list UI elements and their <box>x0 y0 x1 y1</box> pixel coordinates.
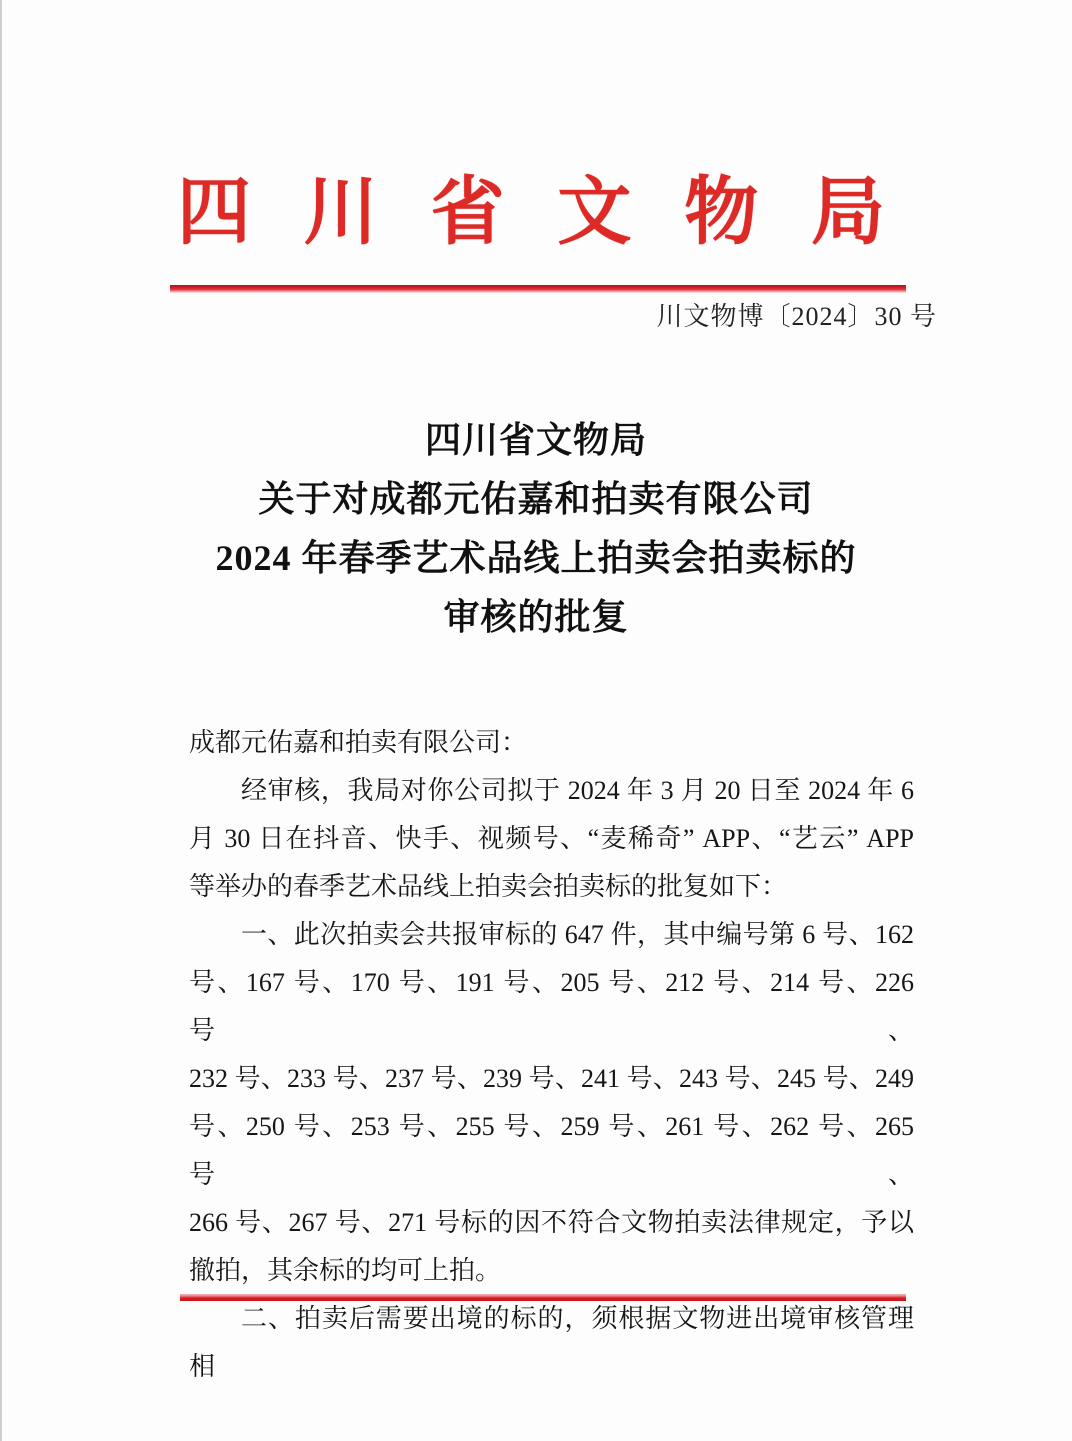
page-edge-shadow <box>0 0 2 1441</box>
document-title <box>0 411 1072 647</box>
body-line: 号、167 号、170 号、191 号、205 号、212 号、214 号、226 号、 <box>189 968 914 1045</box>
body-line: 232 号、233 号、237 号、239 号、241 号、243 号、245 号、249 <box>189 1064 914 1093</box>
document-body <box>189 719 914 1391</box>
salutation-line: 成都元佑嘉和拍卖有限公司： <box>189 728 528 757</box>
body-line: 266 号、267 号、271 号标的因不符合文物拍卖法律规定，予以 <box>189 1208 914 1237</box>
agency-header-char: 省 <box>430 172 505 254</box>
agency-header-char: 文 <box>557 172 632 254</box>
document-title-line: 关于对成都元佑嘉和拍卖有限公司 <box>258 479 814 519</box>
body-line: 等举办的春季艺术品线上拍卖会拍卖标的批复如下： <box>189 872 788 901</box>
body-line: 二、拍卖后需要出境的标的，须根据文物进出境审核管理相 <box>189 1304 914 1381</box>
header-rule <box>170 285 906 293</box>
document-title-line: 审核的批复 <box>443 597 629 637</box>
agency-header-char: 局 <box>810 172 885 254</box>
agency-header-char: 物 <box>684 172 759 254</box>
document-title-line: 2024 年春季艺术品线上拍卖会拍卖标的 <box>215 538 857 578</box>
body-line: 经审核，我局对你公司拟于 2024 年 3 月 20 日至 2024 年 6 <box>241 776 914 805</box>
document-title-line: 四川省文物局 <box>424 420 647 460</box>
footer-rule <box>180 1294 906 1301</box>
agency-header-char: 四 <box>177 172 251 254</box>
body-line: 号、250 号、253 号、255 号、259 号、261 号、262 号、265 号、 <box>189 1112 914 1189</box>
agency-header-char: 川 <box>303 172 378 254</box>
body-line: 撤拍，其余标的均可上拍。 <box>189 1256 502 1285</box>
doc-number: 川文物博〔2024〕30 号 <box>656 302 937 331</box>
body-line: 一、此次拍卖会共报审标的 647 件，其中编号第 6 号、162 <box>241 920 914 949</box>
body-line: 月 30 日在抖音、快手、视频号、“麦稀奇” APP、“艺云” APP <box>189 824 914 853</box>
agency-header <box>177 168 885 258</box>
